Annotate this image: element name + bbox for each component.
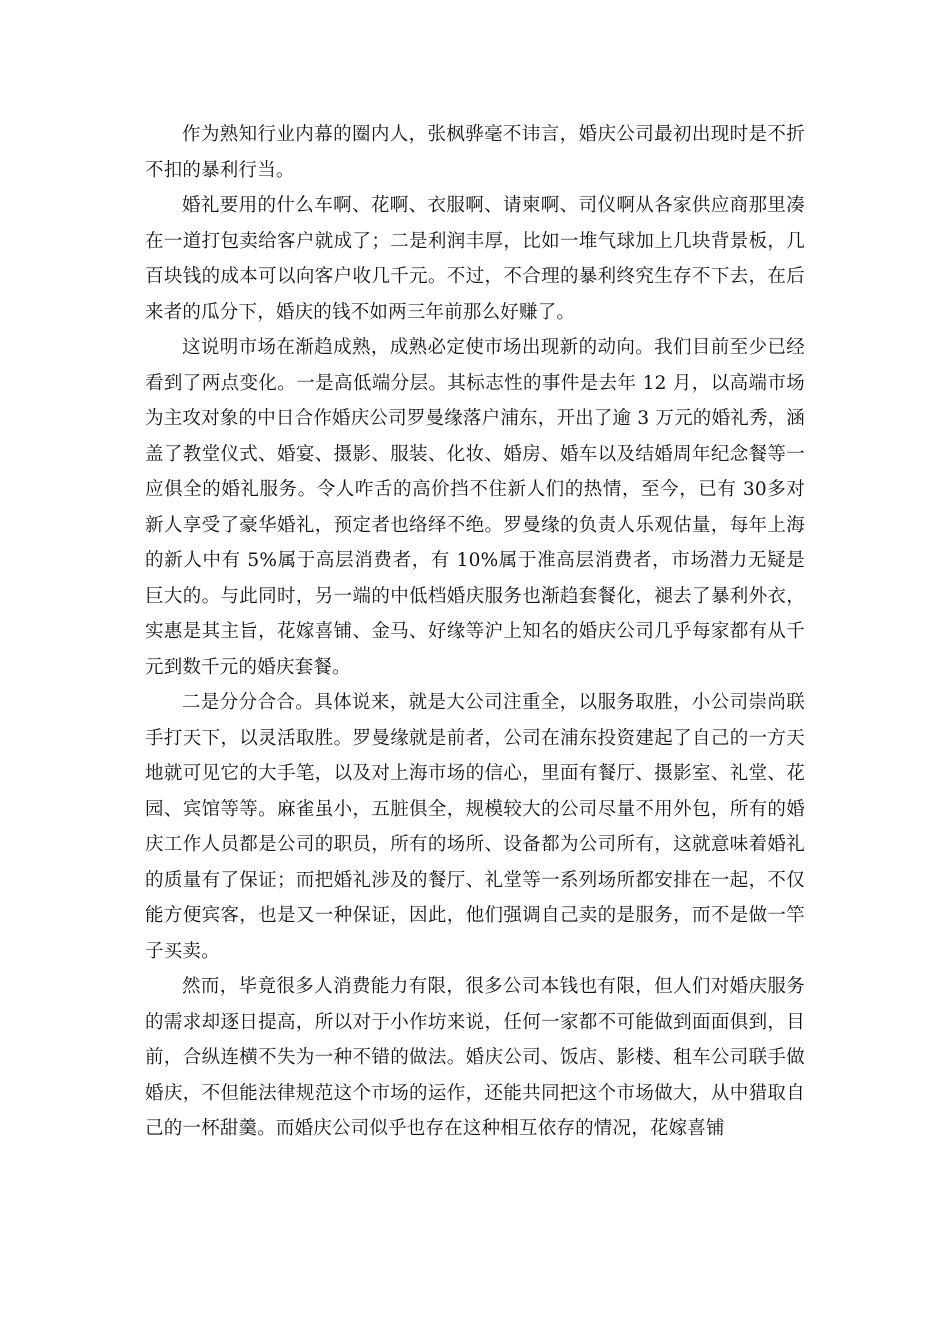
- paragraph-3: 这说明市场在渐趋成熟，成熟必定使市场出现新的动向。我们目前至少已经看到了两点变化。一是高低端分层。其标志性的事件是去年 12 月，以高端市场为主攻对象的中日合作婚庆公司罗曼缘落户浦东，开出了逾 3 万元的婚礼秀，涵盖了教堂仪式、婚宴、摄影、服装、化妆、婚房、婚车以及结婚周年纪念餐等一应俱全的婚礼服务。令人咋舌的高价挡不住新人们的热情，至今，已有 30多对新人享受了豪华婚礼，预定者也络绎不绝。罗曼缘的负责人乐观估量，每年上海的新人中有 5%属于高层消费者，有 10%属于准高层消费者，市场潜力无疑是巨大的。与此同时，另一端的中低档婚庆服务也渐趋套餐化，褪去了暴利外衣，实惠是其主旨，花嫁喜铺、金马、好缘等沪上知名的婚庆公司几乎每家都有从千元到数千元的婚庆套餐。: [145, 337, 805, 678]
- paragraph-1: 作为熟知行业内幕的圈内人，张枫骅毫不讳言，婚庆公司最初出现时是不折不扣的暴利行当。: [145, 124, 805, 181]
- paragraph-2: 婚礼要用的什么车啊、花啊、衣服啊、请柬啊、司仪啊从各家供应商那里凑在一道打包卖给客户就成了；二是利润丰厚，比如一堆气球加上几块背景板，几百块钱的成本可以向客户收几千元。不过，不合理的暴利终究生存不下去，在后来者的瓜分下，婚庆的钱不如两三年前那么好赚了。: [145, 195, 805, 323]
- document-page: [145, 117, 805, 1147]
- paragraph-5: 然而，毕竟很多人消费能力有限，很多公司本钱也有限，但人们对婚庆服务的需求却逐日提高，所以对于小作坊来说，任何一家都不可能做到面面俱到，目前，合纵连横不失为一种不错的做法。婚庆公司、饭店、影楼、租车公司联手做婚庆，不但能法律规范这个市场的运作，还能共同把这个市场做大，从中猎取自己的一杯甜羹。而婚庆公司似乎也存在这种相互依存的情况，花嫁喜铺: [145, 976, 805, 1139]
- paragraph-4: 二是分分合合。具体说来，就是大公司注重全，以服务取胜，小公司崇尚联手打天下，以灵活取胜。罗曼缘就是前者，公司在浦东投资建起了自己的一方天地就可见它的大手笔，以及对上海市场的信心，里面有餐厅、摄影室、礼堂、花园、宾馆等等。麻雀虽小，五脏俱全，规模较大的公司尽量不用外包，所有的婚庆工作人员都是公司的职员，所有的场所、设备都为公司所有，这就意味着婚礼的质量有了保证；而把婚礼涉及的餐厅、礼堂等一系列场所都安排在一起，不仅能方便宾客，也是又一种保证，因此，他们强调自己卖的是服务，而不是做一竿子买卖。: [145, 692, 805, 962]
